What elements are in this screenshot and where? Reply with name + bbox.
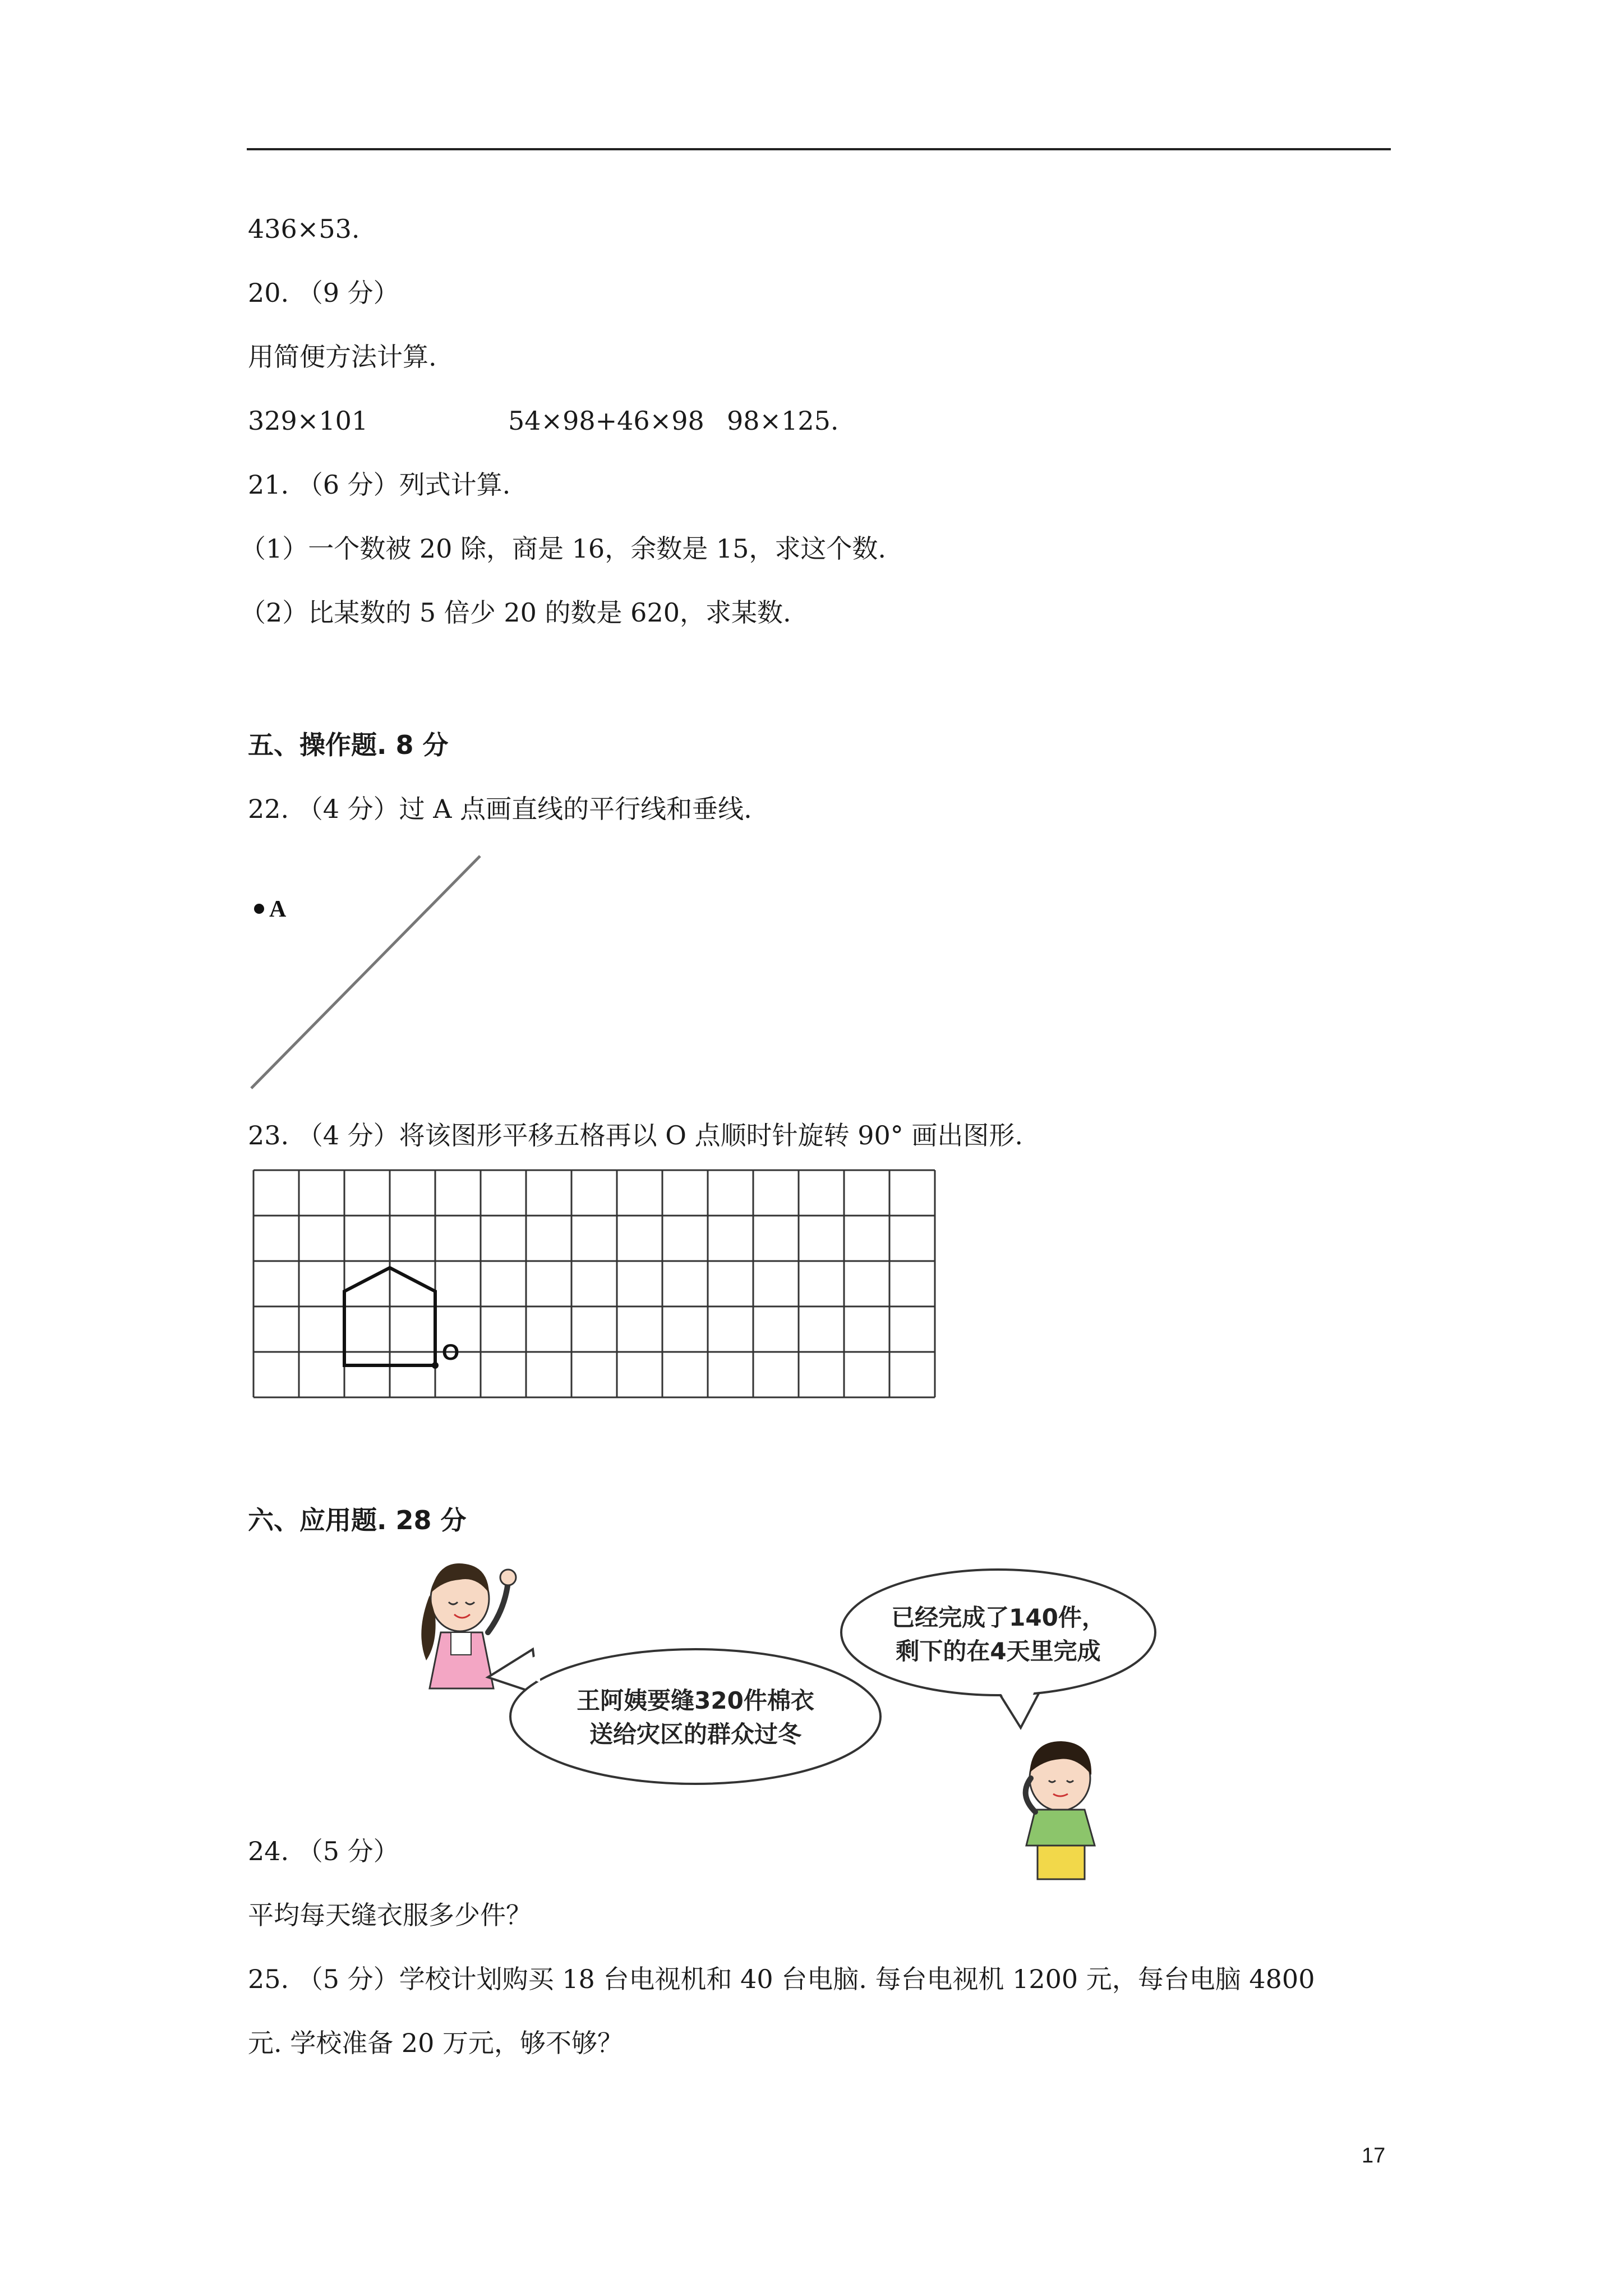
question-22-figure <box>247 853 527 1099</box>
question-21-header: 21. （6 分）列式计算. <box>248 470 511 500</box>
question-21-part-1: （1）一个数被 20 除，商是 16，余数是 15，求这个数. <box>240 533 886 564</box>
point-a-dot <box>254 904 264 914</box>
text-line: 436×53. <box>248 214 360 244</box>
left-bubble-line-1: 王阿姨要缝320件棉衣 <box>577 1687 814 1714</box>
question-20-expr-2: 54×98+46×98 <box>508 406 704 436</box>
question-25-line-1: 25. （5 分）学校计划购买 18 台电视机和 40 台电脑. 每台电视机 1200 元，每台电脑 4800 <box>248 1964 1315 1994</box>
question-20-expr-3: 98×125. <box>727 406 839 436</box>
right-bubble-line-2: 剩下的在4天里完成 <box>896 1637 1101 1665</box>
boy-illustration <box>1026 1741 1095 1879</box>
question-20-prompt: 用简便方法计算. <box>248 342 437 372</box>
left-speech-bubble <box>488 1649 880 1784</box>
question-25-line-2: 元. 学校准备 20 万元，够不够？ <box>248 2028 624 2058</box>
right-speech-bubble <box>841 1570 1155 1728</box>
section-6-heading: 六、应用题. 28 分 <box>248 1505 467 1535</box>
question-20-expr-1: 329×101 <box>248 406 368 436</box>
header-rule <box>247 148 1391 150</box>
question-21-part-2: （2）比某数的 5 倍少 20 的数是 620，求某数. <box>240 597 791 628</box>
section-5-heading: 五、操作题. 8 分 <box>248 730 449 760</box>
speech-illustration <box>404 1548 1166 1896</box>
question-22: 22. （4 分）过 A 点画直线的平行线和垂线. <box>248 794 752 824</box>
question-20-header: 20. （9 分） <box>248 278 399 308</box>
question-23-grid <box>247 1167 965 1414</box>
left-bubble-line-2: 送给灾区的群众过冬 <box>589 1720 802 1748</box>
given-line <box>251 856 480 1088</box>
right-bubble-line-1: 已经完成了140件， <box>891 1604 1105 1631</box>
question-24-header: 24. （5 分） <box>248 1836 399 1866</box>
point-o-label: O <box>442 1340 460 1365</box>
question-24-prompt: 平均每天缝衣服多少件？ <box>248 1900 532 1930</box>
point-a-label: A <box>269 896 287 922</box>
question-23: 23. （4 分）将该图形平移五格再以 O 点顺时针旋转 90° 画出图形. <box>248 1120 1023 1151</box>
point-o-dot <box>432 1362 439 1369</box>
page-number: 17 <box>1362 2144 1386 2168</box>
